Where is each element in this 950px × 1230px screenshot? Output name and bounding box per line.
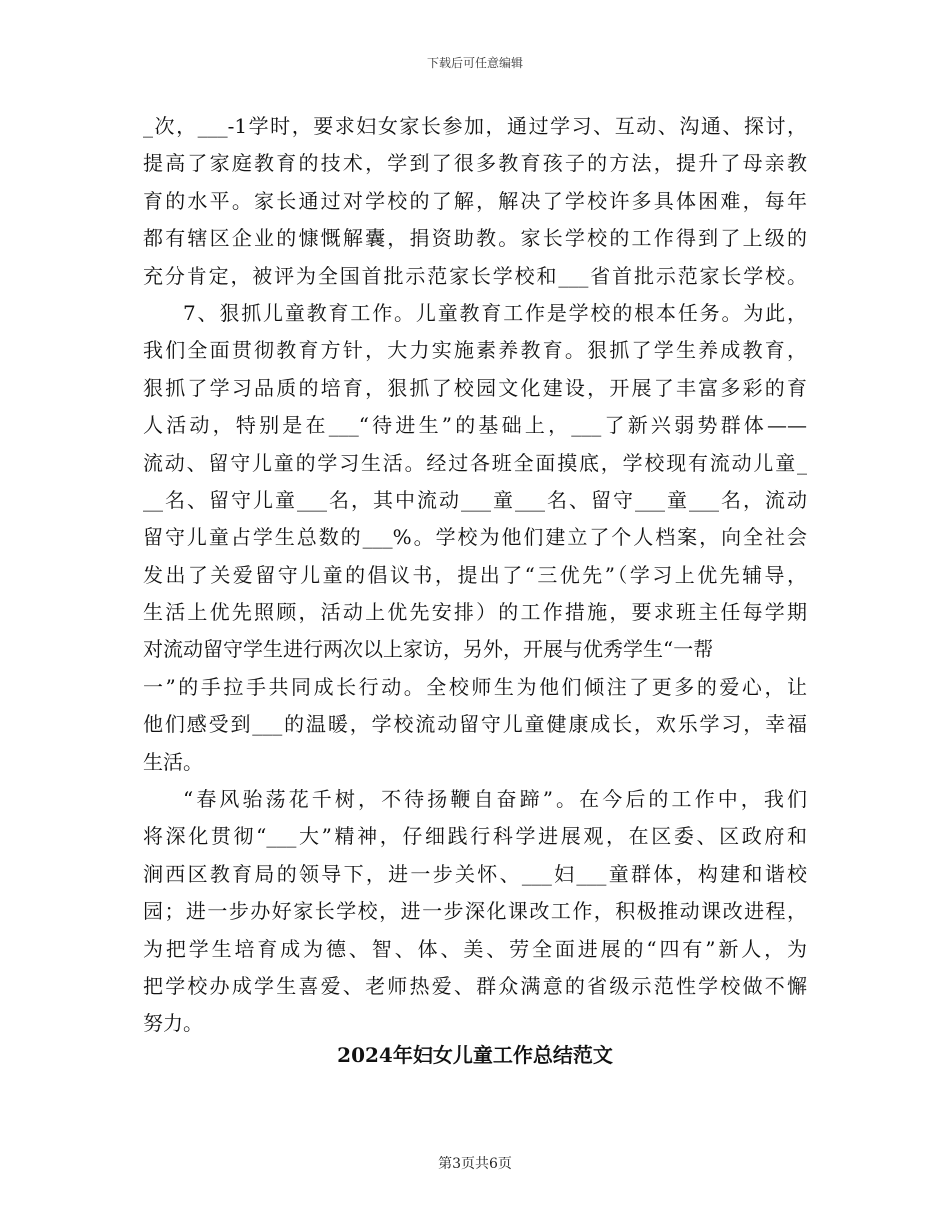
text-line: 把学校办成学生喜爱、老师热爱、群众满意的省级示范性学校做不懈 xyxy=(143,973,807,998)
text-line: 充分肯定，被评为全国首批示范家长学校和___省首批示范家长学校。 xyxy=(143,263,807,288)
text-line: 将深化贯彻“___大”精神，仔细践行科学进展观，在区委、区政府和 xyxy=(143,824,807,849)
text-line: 流动、留守儿童的学习生活。经过各班全面摸底，学校现有流动儿童_ xyxy=(143,450,807,475)
text-line: _次，___-1学时，要求妇女家长参加，通过学习、互动、沟通、探讨， xyxy=(143,114,807,138)
text-line: __名、留守儿童___名，其中流动___童___名、留守___童___名，流动 xyxy=(143,487,807,512)
document-body xyxy=(143,108,807,1043)
text-line: 都有辖区企业的慷慨解囊，捐资助教。家长学校的工作得到了上级的 xyxy=(143,226,807,251)
text-line: 生活上优先照顾，活动上优先安排）的工作措施，要求班主任每学期 xyxy=(143,600,807,625)
paragraph-end-line: 努力。 xyxy=(143,1011,203,1036)
text-line: 留守儿童占学生总数的___%。学校为他们建立了个人档案，向全社会 xyxy=(143,525,807,550)
text-line: 一”的手拉手共同成长行动。全校师生为他们倾注了更多的爱心，让 xyxy=(143,674,807,699)
text-line: 园；进一步办好家长学校，进一步深化课改工作，积极推动课改进程， xyxy=(143,899,807,924)
section-title: 2024年妇女儿童工作总结范文 xyxy=(337,1043,613,1067)
text-line: 涧西区教育局的领导下，进一步关怀、___妇___童群体，构建和谐校 xyxy=(143,861,807,886)
text-line: 人活动，特别是在___“待进生”的基础上，___了新兴弱势群体—— xyxy=(143,413,807,438)
text-line: 我们全面贯彻教育方针，大力实施素养教育。狠抓了学生养成教育， xyxy=(143,338,807,363)
text-line: 对流动留守学生进行两次以上家访，另外，开展与优秀学生“一帮 xyxy=(143,637,714,662)
paragraph-start-line: “春风骀荡花千树，不待扬鞭自奋蹄”。在今后的工作中，我们 xyxy=(183,787,807,812)
paragraph-end-line: 生活。 xyxy=(143,749,203,774)
text-line: 发出了关爱留守儿童的倡议书，提出了“三优先”（学习上优先辅导， xyxy=(143,562,807,587)
page-number: 第3页共6页 xyxy=(438,1156,512,1172)
text-line: 育的水平。家长通过对学校的了解，解决了学校许多具体困难，每年 xyxy=(143,188,807,213)
text-line: 提高了家庭教育的技术，学到了很多教育孩子的方法，提升了母亲教 xyxy=(143,151,807,176)
paragraph-start-line: 7、狠抓儿童教育工作。儿童教育工作是学校的根本任务。为此， xyxy=(183,300,807,325)
text-line: 他们感受到___的温暖，学校流动留守儿童健康成长，欢乐学习，幸福 xyxy=(143,712,807,737)
page-header: 下载后可任意编辑 xyxy=(426,56,523,70)
text-line: 为把学生培育成为德、智、体、美、劳全面进展的“四有”新人，为 xyxy=(143,936,807,961)
text-line: 狠抓了学习品质的培育，狠抓了校园文化建设，开展了丰富多彩的育 xyxy=(143,375,807,400)
